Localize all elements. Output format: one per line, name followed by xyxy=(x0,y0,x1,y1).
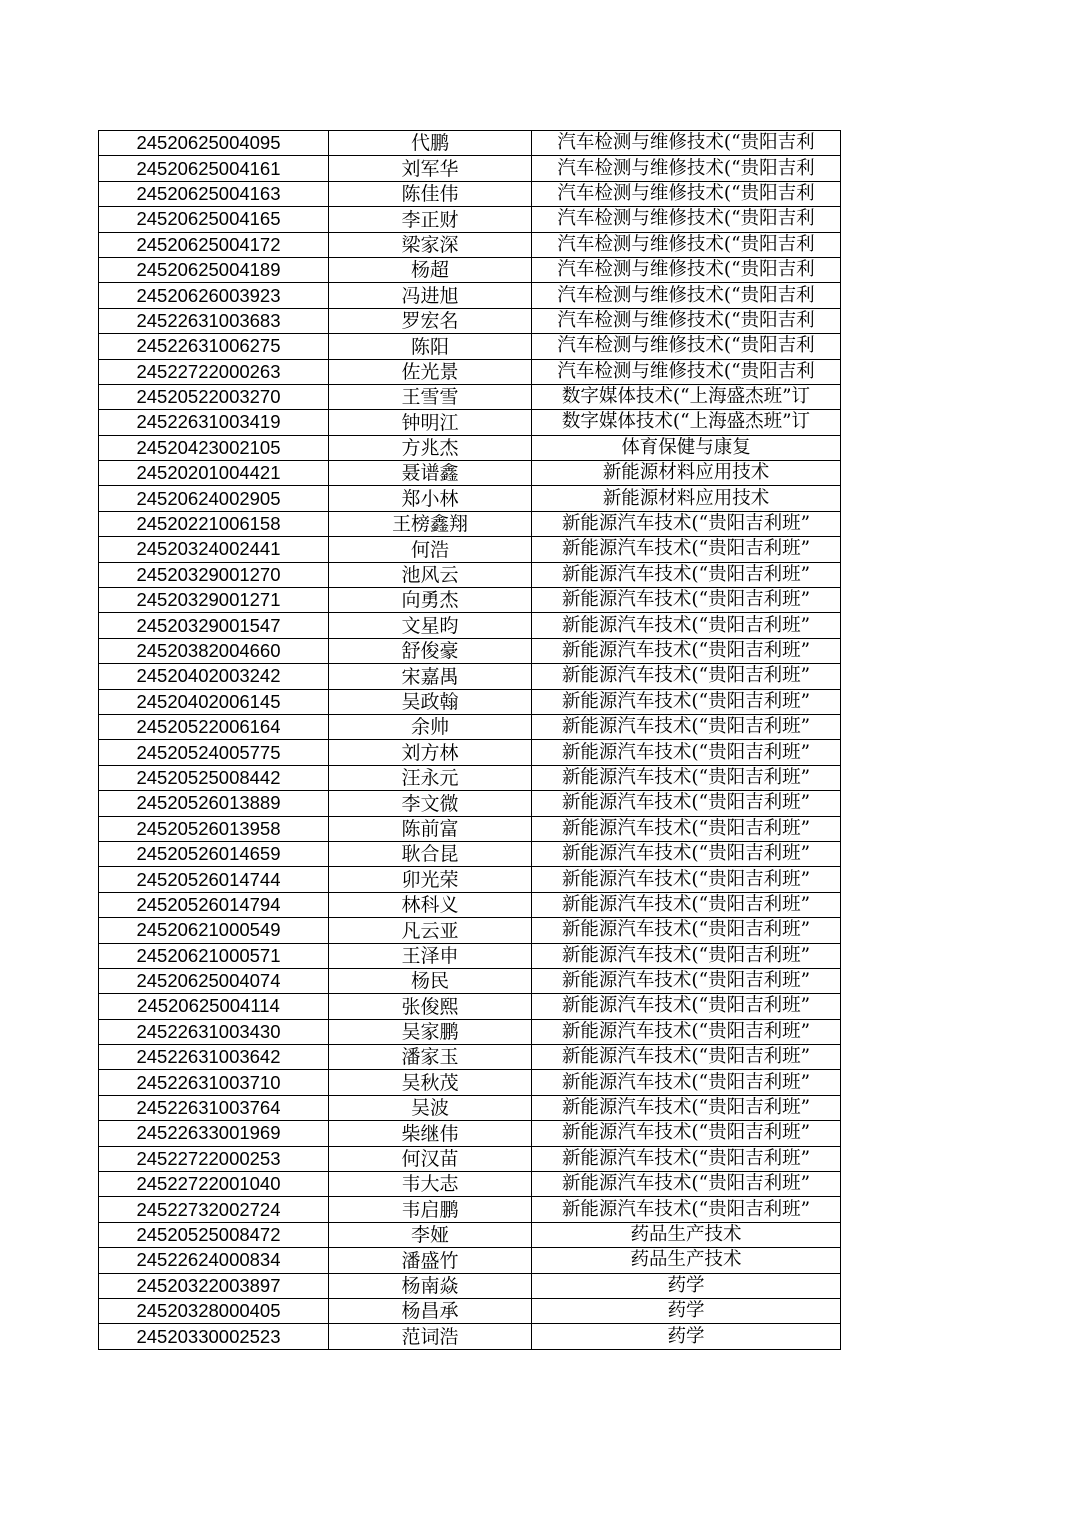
student-name-cell: 宋嘉禺 xyxy=(329,664,532,689)
student-id-cell: 24520221006158 xyxy=(99,511,329,536)
table-row xyxy=(99,588,841,613)
student-id-cell: 24520322003897 xyxy=(99,1273,329,1298)
student-id-cell: 24522631003683 xyxy=(99,308,329,333)
table-row xyxy=(99,943,841,968)
table-row xyxy=(99,1121,841,1146)
student-name-cell: 吴政翰 xyxy=(329,689,532,714)
student-name-cell: 梁家深 xyxy=(329,232,532,257)
student-id-cell: 24520625004114 xyxy=(99,994,329,1019)
major-cell: 新能源汽车技术(“贵阳吉利班” xyxy=(532,918,841,943)
student-name-cell: 范词浩 xyxy=(329,1324,532,1349)
major-cell: 新能源汽车技术(“贵阳吉利班” xyxy=(532,664,841,689)
student-id-cell: 24520324002441 xyxy=(99,537,329,562)
student-name-cell: 汪永元 xyxy=(329,765,532,790)
table-row xyxy=(99,334,841,359)
major-cell: 药学 xyxy=(532,1273,841,1298)
major-cell: 新能源汽车技术(“贵阳吉利班” xyxy=(532,1172,841,1197)
student-id-cell: 24520201004421 xyxy=(99,461,329,486)
major-cell: 汽车检测与维修技术(“贵阳吉利 xyxy=(532,283,841,308)
student-id-cell: 24520625004095 xyxy=(99,131,329,156)
student-name-cell: 陈佳伟 xyxy=(329,181,532,206)
student-id-cell: 24522624000834 xyxy=(99,1248,329,1273)
major-cell: 数字媒体技术(“上海盛杰班”订 xyxy=(532,410,841,435)
major-cell: 新能源汽车技术(“贵阳吉利班” xyxy=(532,689,841,714)
table-row xyxy=(99,1019,841,1044)
major-cell: 新能源汽车技术(“贵阳吉利班” xyxy=(532,1146,841,1171)
student-id-cell: 24520525008472 xyxy=(99,1222,329,1247)
student-id-cell: 24522722001040 xyxy=(99,1172,329,1197)
student-name-cell: 李正财 xyxy=(329,207,532,232)
major-cell: 新能源汽车技术(“贵阳吉利班” xyxy=(532,1070,841,1095)
major-cell: 汽车检测与维修技术(“贵阳吉利 xyxy=(532,156,841,181)
student-name-cell: 吴波 xyxy=(329,1095,532,1120)
major-cell: 新能源材料应用技术 xyxy=(532,486,841,511)
table-row xyxy=(99,1197,841,1222)
major-cell: 新能源汽车技术(“贵阳吉利班” xyxy=(532,791,841,816)
student-name-cell: 潘盛竹 xyxy=(329,1248,532,1273)
student-name-cell: 张俊熙 xyxy=(329,994,532,1019)
student-id-cell: 24520525008442 xyxy=(99,765,329,790)
table-row xyxy=(99,1222,841,1247)
student-id-cell: 24520621000571 xyxy=(99,943,329,968)
student-id-cell: 24520423002105 xyxy=(99,435,329,460)
major-cell: 新能源汽车技术(“贵阳吉利班” xyxy=(532,1019,841,1044)
table-row xyxy=(99,714,841,739)
major-cell: 新能源汽车技术(“贵阳吉利班” xyxy=(532,816,841,841)
table-row xyxy=(99,740,841,765)
student-id-cell: 24520625004163 xyxy=(99,181,329,206)
major-cell: 新能源汽车技术(“贵阳吉利班” xyxy=(532,740,841,765)
table-row xyxy=(99,257,841,282)
student-name-cell: 吴秋茂 xyxy=(329,1070,532,1095)
student-id-cell: 24522631003710 xyxy=(99,1070,329,1095)
student-id-cell: 24520621000549 xyxy=(99,918,329,943)
major-cell: 新能源汽车技术(“贵阳吉利班” xyxy=(532,1197,841,1222)
table-row xyxy=(99,1273,841,1298)
student-id-cell: 24520402006145 xyxy=(99,689,329,714)
major-cell: 药学 xyxy=(532,1324,841,1349)
student-id-cell: 24520524005775 xyxy=(99,740,329,765)
table-row xyxy=(99,359,841,384)
student-id-cell: 24520526014744 xyxy=(99,867,329,892)
student-id-cell: 24522631003642 xyxy=(99,1045,329,1070)
student-name-cell: 韦启鹏 xyxy=(329,1197,532,1222)
table-row xyxy=(99,791,841,816)
student-name-cell: 罗宏名 xyxy=(329,308,532,333)
student-id-cell: 24520625004189 xyxy=(99,257,329,282)
table-row xyxy=(99,1172,841,1197)
major-cell: 新能源汽车技术(“贵阳吉利班” xyxy=(532,1095,841,1120)
major-cell: 新能源汽车技术(“贵阳吉利班” xyxy=(532,765,841,790)
table-row xyxy=(99,1298,841,1323)
student-name-cell: 杨民 xyxy=(329,968,532,993)
student-name-cell: 何汉苗 xyxy=(329,1146,532,1171)
table-row xyxy=(99,410,841,435)
student-name-cell: 刘方林 xyxy=(329,740,532,765)
major-cell: 汽车检测与维修技术(“贵阳吉利 xyxy=(532,308,841,333)
table-row xyxy=(99,384,841,409)
major-cell: 新能源汽车技术(“贵阳吉利班” xyxy=(532,841,841,866)
student-id-cell: 24522722000263 xyxy=(99,359,329,384)
table-row xyxy=(99,765,841,790)
student-name-cell: 王榜鑫翔 xyxy=(329,511,532,536)
table-row xyxy=(99,867,841,892)
student-name-cell: 陈阳 xyxy=(329,334,532,359)
table-row xyxy=(99,918,841,943)
table-row xyxy=(99,283,841,308)
student-name-cell: 文星昀 xyxy=(329,613,532,638)
major-cell: 药品生产技术 xyxy=(532,1248,841,1273)
major-cell: 新能源汽车技术(“贵阳吉利班” xyxy=(532,613,841,638)
table-row xyxy=(99,461,841,486)
student-name-cell: 冯进旭 xyxy=(329,283,532,308)
student-id-cell: 24520522006164 xyxy=(99,714,329,739)
student-name-cell: 潘家玉 xyxy=(329,1045,532,1070)
student-id-cell: 24522732002724 xyxy=(99,1197,329,1222)
major-cell: 新能源材料应用技术 xyxy=(532,461,841,486)
student-id-cell: 24520526013889 xyxy=(99,791,329,816)
table-row xyxy=(99,537,841,562)
student-id-cell: 24520329001270 xyxy=(99,562,329,587)
student-id-cell: 24520625004172 xyxy=(99,232,329,257)
major-cell: 药学 xyxy=(532,1298,841,1323)
student-name-cell: 杨超 xyxy=(329,257,532,282)
table-row xyxy=(99,1324,841,1349)
student-name-cell: 王泽申 xyxy=(329,943,532,968)
table-row xyxy=(99,1045,841,1070)
student-name-cell: 杨南焱 xyxy=(329,1273,532,1298)
major-cell: 体育保健与康复 xyxy=(532,435,841,460)
student-name-cell: 刘军华 xyxy=(329,156,532,181)
student-name-cell: 余帅 xyxy=(329,714,532,739)
student-name-cell: 凡云亚 xyxy=(329,918,532,943)
table-row xyxy=(99,1248,841,1273)
student-name-cell: 向勇杰 xyxy=(329,588,532,613)
table-row xyxy=(99,232,841,257)
table-row xyxy=(99,841,841,866)
table-row xyxy=(99,207,841,232)
major-cell: 汽车检测与维修技术(“贵阳吉利 xyxy=(532,181,841,206)
student-name-cell: 李文微 xyxy=(329,791,532,816)
student-id-cell: 24520328000405 xyxy=(99,1298,329,1323)
student-name-cell: 代鹏 xyxy=(329,131,532,156)
table-row xyxy=(99,181,841,206)
student-name-cell: 杨昌承 xyxy=(329,1298,532,1323)
table-row xyxy=(99,664,841,689)
student-id-cell: 24520526013958 xyxy=(99,816,329,841)
major-cell: 新能源汽车技术(“贵阳吉利班” xyxy=(532,943,841,968)
major-cell: 数字媒体技术(“上海盛杰班”订 xyxy=(532,384,841,409)
student-name-cell: 陈前富 xyxy=(329,816,532,841)
major-cell: 新能源汽车技术(“贵阳吉利班” xyxy=(532,1121,841,1146)
student-id-cell: 24520526014794 xyxy=(99,892,329,917)
major-cell: 汽车检测与维修技术(“贵阳吉利 xyxy=(532,232,841,257)
student-id-cell: 24520626003923 xyxy=(99,283,329,308)
major-cell: 新能源汽车技术(“贵阳吉利班” xyxy=(532,638,841,663)
table-row xyxy=(99,1146,841,1171)
major-cell: 汽车检测与维修技术(“贵阳吉利 xyxy=(532,207,841,232)
student-name-cell: 舒俊豪 xyxy=(329,638,532,663)
major-cell: 新能源汽车技术(“贵阳吉利班” xyxy=(532,714,841,739)
table-row xyxy=(99,994,841,1019)
major-cell: 新能源汽车技术(“贵阳吉利班” xyxy=(532,968,841,993)
student-id-cell: 24522631006275 xyxy=(99,334,329,359)
table-row xyxy=(99,486,841,511)
student-id-cell: 24520625004165 xyxy=(99,207,329,232)
student-id-cell: 24520625004161 xyxy=(99,156,329,181)
student-name-cell: 韦大志 xyxy=(329,1172,532,1197)
student-name-cell: 佐光景 xyxy=(329,359,532,384)
table-row xyxy=(99,816,841,841)
student-name-cell: 柴继伟 xyxy=(329,1121,532,1146)
student-id-cell: 24522631003419 xyxy=(99,410,329,435)
major-cell: 新能源汽车技术(“贵阳吉利班” xyxy=(532,994,841,1019)
major-cell: 药品生产技术 xyxy=(532,1222,841,1247)
student-id-cell: 24520522003270 xyxy=(99,384,329,409)
table-row xyxy=(99,638,841,663)
table-row xyxy=(99,435,841,460)
student-id-cell: 24520624002905 xyxy=(99,486,329,511)
table-row xyxy=(99,689,841,714)
student-name-cell: 钟明江 xyxy=(329,410,532,435)
major-cell: 新能源汽车技术(“贵阳吉利班” xyxy=(532,562,841,587)
table-row xyxy=(99,511,841,536)
student-id-cell: 24520526014659 xyxy=(99,841,329,866)
table-row xyxy=(99,1070,841,1095)
student-name-cell: 何浩 xyxy=(329,537,532,562)
student-name-cell: 吴家鹏 xyxy=(329,1019,532,1044)
student-list-table xyxy=(98,130,841,1350)
table-row xyxy=(99,131,841,156)
student-name-cell: 王雪雪 xyxy=(329,384,532,409)
student-id-cell: 24520382004660 xyxy=(99,638,329,663)
major-cell: 汽车检测与维修技术(“贵阳吉利 xyxy=(532,359,841,384)
table-row xyxy=(99,613,841,638)
student-name-cell: 耿合昆 xyxy=(329,841,532,866)
student-list-body xyxy=(99,131,841,1350)
table-row xyxy=(99,562,841,587)
student-id-cell: 24520330002523 xyxy=(99,1324,329,1349)
major-cell: 汽车检测与维修技术(“贵阳吉利 xyxy=(532,257,841,282)
table-row xyxy=(99,156,841,181)
student-id-cell: 24522631003764 xyxy=(99,1095,329,1120)
major-cell: 新能源汽车技术(“贵阳吉利班” xyxy=(532,867,841,892)
student-id-cell: 24522722000253 xyxy=(99,1146,329,1171)
student-name-cell: 卯光荣 xyxy=(329,867,532,892)
major-cell: 新能源汽车技术(“贵阳吉利班” xyxy=(532,1045,841,1070)
student-id-cell: 24520329001271 xyxy=(99,588,329,613)
major-cell: 汽车检测与维修技术(“贵阳吉利 xyxy=(532,334,841,359)
student-name-cell: 聂谱鑫 xyxy=(329,461,532,486)
student-id-cell: 24522631003430 xyxy=(99,1019,329,1044)
student-name-cell: 郑小林 xyxy=(329,486,532,511)
student-name-cell: 李娅 xyxy=(329,1222,532,1247)
major-cell: 汽车检测与维修技术(“贵阳吉利 xyxy=(532,131,841,156)
major-cell: 新能源汽车技术(“贵阳吉利班” xyxy=(532,588,841,613)
major-cell: 新能源汽车技术(“贵阳吉利班” xyxy=(532,537,841,562)
student-name-cell: 方兆杰 xyxy=(329,435,532,460)
table-row xyxy=(99,1095,841,1120)
table-row xyxy=(99,968,841,993)
student-id-cell: 24520625004074 xyxy=(99,968,329,993)
student-id-cell: 24520329001547 xyxy=(99,613,329,638)
student-id-cell: 24520402003242 xyxy=(99,664,329,689)
student-id-cell: 24522633001969 xyxy=(99,1121,329,1146)
major-cell: 新能源汽车技术(“贵阳吉利班” xyxy=(532,511,841,536)
student-name-cell: 林科义 xyxy=(329,892,532,917)
table-row xyxy=(99,308,841,333)
student-name-cell: 池风云 xyxy=(329,562,532,587)
table-row xyxy=(99,892,841,917)
major-cell: 新能源汽车技术(“贵阳吉利班” xyxy=(532,892,841,917)
